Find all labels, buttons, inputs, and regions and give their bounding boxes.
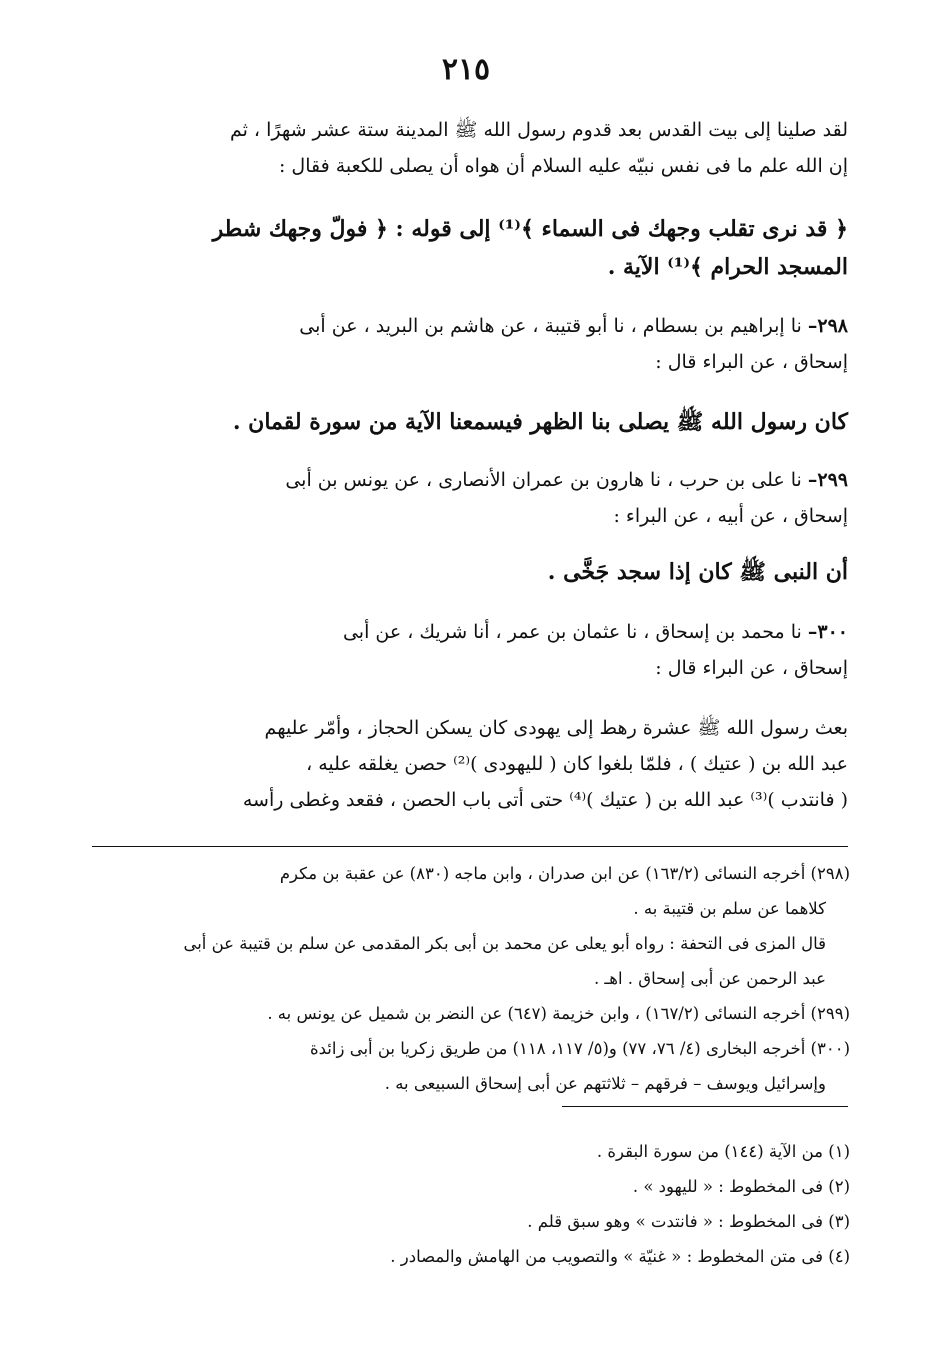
footnote: (٣) فى المخطوط : « فانتدت » وهو سبق قلم .: [527, 1212, 850, 1231]
hadith-299-isnad: [90, 462, 848, 534]
isnad-text: نا محمد بن إسحاق ، نا عثمان بن عمر ، أنا شريك ، عن أبى: [342, 621, 802, 643]
isnad-line: [90, 462, 848, 498]
isnad-line: إسحاق ، عن أبيه ، عن البراء :: [613, 505, 848, 527]
hadith-299-matn: أن النبى ﷺ كان إذا سجد جَخَّى .: [547, 559, 848, 585]
takhrij-notes: [88, 856, 850, 1101]
hadith-300-text: [90, 710, 848, 818]
hadith-number: ٢٩٩–: [807, 469, 848, 491]
footnote: (٤) فى متن المخطوط : « غنيّة » والتصويب من الهامش والمصادر .: [390, 1247, 850, 1266]
takhrij-line: (٢٩٩) أخرجه النسائى (١٦٧/٢) ، وابن خزيمة (٦٤٧) عن النضر بن شميل عن يونس به .: [267, 1004, 850, 1023]
footnote: (١) من الآية (١٤٤) من سورة البقرة .: [596, 1142, 850, 1161]
hadith-298-matn: كان رسول الله ﷺ يصلى بنا الظهر فيسمعنا الآية من سورة لقمان .: [232, 409, 848, 435]
hadith-number: ٢٩٨–: [807, 315, 848, 337]
verse-line: المسجد الحرام ﴾⁽¹⁾ الآية .: [607, 254, 848, 280]
hadith-300-isnad: [90, 614, 848, 686]
hadith-number: ٣٠٠–: [807, 621, 848, 643]
isnad-text: نا إبراهيم بن بسطام ، نا أبو قتيبة ، عن هاشم بن البريد ، عن أبى: [299, 315, 802, 337]
intro-paragraph: [90, 112, 848, 184]
page-number: ٢١٥: [441, 52, 491, 87]
intro-line: إن الله علم ما فى نفس نبيّه عليه السلام أن هواه أن يصلى للكعبة فقال :: [278, 155, 848, 177]
text-line: ( فانتدب )⁽³⁾ عبد الله بن ( عتيك )⁽⁴⁾ حتى أتى باب الحصن ، فقعد وغطى رأسه: [242, 789, 848, 811]
footnotes: [90, 1134, 850, 1274]
takhrij-line: (٢٩٨) أخرجه النسائى (١٦٣/٢) عن ابن صدران ، وابن ماجه (٨٣٠) عن عقبة بن مكرم: [279, 864, 850, 883]
isnad-text: نا على بن حرب ، نا هارون بن عمران الأنصارى ، عن يونس بن أبى: [285, 469, 802, 491]
footnotes-divider: [562, 1106, 848, 1107]
isnad-line: [90, 308, 848, 344]
takhrij-divider: [92, 846, 848, 847]
verse-line: ﴿ قد نرى تقلب وجهك فى السماء ﴾⁽¹⁾ إلى قوله : ﴿ فولّ وجهك شطر: [212, 216, 848, 242]
text-line: عبد الله بن ( عتيك ) ، فلمّا بلغوا كان ( لليهودى )⁽²⁾ حصن يغلقه عليه ،: [306, 753, 848, 775]
isnad-line: إسحاق ، عن البراء قال :: [655, 351, 848, 373]
isnad-line: [90, 614, 848, 650]
takhrij-line: قال المزى فى التحفة : رواه أبو يعلى عن محمد بن أبى بكر المقدمى عن سلم بن قتيبة عن أبى: [183, 934, 826, 953]
hadith-298-isnad: [90, 308, 848, 380]
footnote: (٢) فى المخطوط : « لليهود » .: [632, 1177, 850, 1196]
takhrij-line: كلاهما عن سلم بن قتيبة به .: [633, 899, 826, 918]
takhrij-line: عبد الرحمن عن أبى إسحاق . اهـ .: [593, 969, 826, 988]
takhrij-line: (٣٠٠) أخرجه البخارى (٤/ ٧٦، ٧٧) و(٥/ ١١٧، ١١٨) من طريق زكريا بن أبى زائدة: [310, 1039, 850, 1058]
text-line: بعث رسول الله ﷺ عشرة رهط إلى يهودى كان يسكن الحجاز ، وأمّر عليهم: [264, 717, 848, 739]
isnad-line: إسحاق ، عن البراء قال :: [655, 657, 848, 679]
quran-verse: [90, 210, 848, 286]
takhrij-line: وإسرائيل ويوسف – فرقهم – ثلاثتهم عن أبى إسحاق السبيعى به .: [384, 1074, 826, 1093]
intro-line: لقد صلينا إلى بيت القدس بعد قدوم رسول الله ﷺ المدينة ستة عشر شهرًا ، ثم: [229, 119, 848, 141]
